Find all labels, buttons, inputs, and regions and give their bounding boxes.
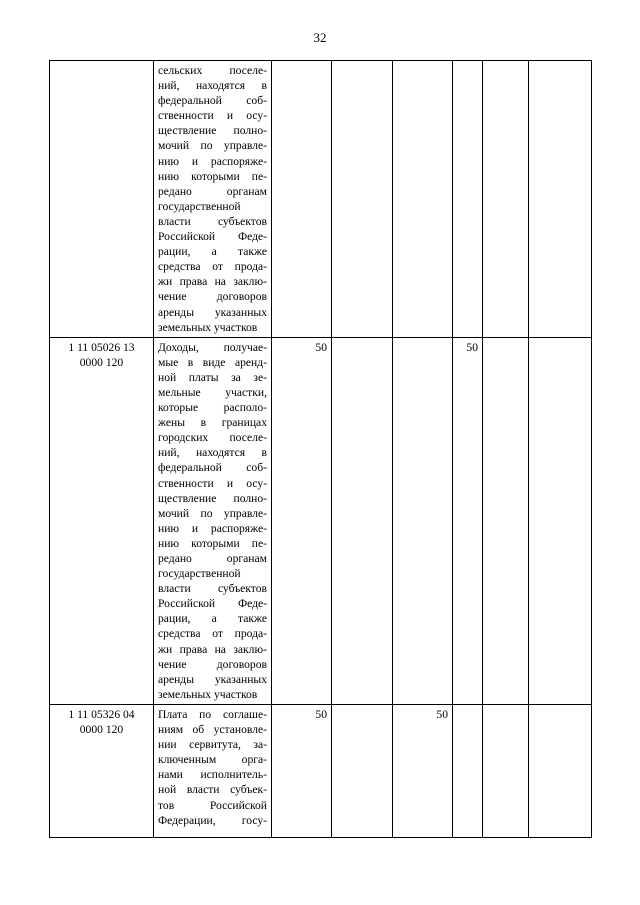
amount-cell-1 <box>272 61 332 338</box>
budget-code-line: 0000 120 <box>79 723 124 737</box>
income-name-line: нами исполнитель- <box>158 768 267 782</box>
income-name-line: рации, а также <box>158 612 267 626</box>
income-name-line: жи права на заклю- <box>158 275 267 289</box>
amount-cell-3 <box>393 337 453 704</box>
amount-cell-6 <box>529 61 592 338</box>
income-name-line: ной платы за зе- <box>158 370 267 384</box>
amount-cell-4 <box>453 61 483 338</box>
income-name-line: Доходы, получае- <box>158 340 267 354</box>
income-name-line: власти субъектов <box>158 214 267 228</box>
table-row <box>50 704 592 837</box>
income-name-line: земельных участков <box>158 320 258 334</box>
income-name-line: власти субъектов <box>158 582 267 596</box>
income-name-cell <box>154 704 272 837</box>
income-name-line: аренды указанных <box>158 672 267 686</box>
page-number: 32 <box>313 30 327 45</box>
income-name-line: ществление полно- <box>158 124 267 138</box>
income-name-line: ключенным орга- <box>158 753 267 767</box>
income-name-line: ний, находятся в <box>158 446 267 460</box>
income-name-line: мочий по управле- <box>158 506 267 520</box>
budget-code-cell <box>50 337 154 704</box>
amount-cell-1: 50 <box>272 704 332 837</box>
income-name-line: редано органам <box>158 552 267 565</box>
budget-table <box>49 60 592 838</box>
income-name-line: мочий по управле- <box>158 139 267 153</box>
budget-code-line <box>54 63 149 78</box>
amount-cell-2 <box>332 337 393 704</box>
table-row <box>50 61 592 338</box>
amount-cell-2 <box>332 61 393 338</box>
income-name-cell <box>154 337 272 704</box>
income-name-line: мельные участки, <box>158 385 267 399</box>
budget-code-line: 0000 120 <box>79 355 124 369</box>
income-name-line: земельных участков <box>158 687 258 701</box>
income-name-line: Российской Феде- <box>158 230 267 244</box>
table-row <box>50 337 592 704</box>
income-name-line: Плата по соглаше- <box>158 707 267 721</box>
income-name-line: государственной <box>158 567 241 581</box>
amount-cell-5 <box>483 61 529 338</box>
income-name-line: редано органам <box>158 184 267 198</box>
amount-cell-5 <box>483 337 529 704</box>
amount-cell-3: 50 <box>393 704 453 837</box>
income-name-line: Федерации, госу- <box>158 813 267 827</box>
income-name-line: Российской Феде- <box>158 597 267 611</box>
income-name-line: государственной <box>158 199 241 213</box>
budget-code-line: 1 11 05326 04 <box>68 707 135 721</box>
income-name-cell <box>154 61 272 338</box>
income-name-line: федеральной соб- <box>158 461 267 475</box>
budget-code-cell <box>50 704 154 837</box>
amount-cell-2 <box>332 704 393 837</box>
income-name-line: ственности и осу- <box>158 109 267 123</box>
income-name-line: ний, находятся в <box>158 79 267 93</box>
income-name-line: тов Российской <box>158 798 267 812</box>
amount-cell-3 <box>393 61 453 338</box>
income-name-line: чение договоров <box>158 657 267 671</box>
income-name-line: нию и распоряже- <box>158 154 267 168</box>
income-name-line: городских поселе- <box>158 431 267 445</box>
income-name-line: нию которыми пе- <box>158 536 267 550</box>
amount-cell-6 <box>529 337 592 704</box>
income-name-line: нию которыми пе- <box>158 169 267 183</box>
income-name-line: ной власти субъек- <box>158 783 267 797</box>
amount-cell-6 <box>529 704 592 837</box>
income-name-line: рации, а также <box>158 245 267 259</box>
budget-code-line <box>54 78 149 93</box>
income-name-line: ществление полно- <box>158 491 267 505</box>
income-name-line: аренды указанных <box>158 305 267 319</box>
amount-cell-4 <box>453 704 483 837</box>
income-name-line: жи права на заклю- <box>158 642 267 656</box>
budget-code-cell <box>50 61 154 338</box>
income-name-line: мые в виде аренд- <box>158 355 267 369</box>
income-name-line: которые располо- <box>158 401 267 415</box>
income-name-line: ственности и осу- <box>158 476 267 490</box>
amount-cell-4: 50 <box>453 337 483 704</box>
income-name-line: сельских поселе- <box>158 64 267 77</box>
income-name-line: средства от прода- <box>158 260 267 274</box>
income-name-line: федеральной соб- <box>158 94 267 108</box>
income-name-line: жены в границах <box>158 416 267 430</box>
income-name-line: ниям об установле- <box>158 723 267 737</box>
income-name-line: нии сервитута, за- <box>158 738 267 752</box>
amount-cell-1: 50 <box>272 337 332 704</box>
budget-code-line: 1 11 05026 13 <box>68 340 135 354</box>
income-name-line: нию и распоряже- <box>158 521 267 535</box>
amount-cell-5 <box>483 704 529 837</box>
income-name-line: чение договоров <box>158 290 267 304</box>
income-name-line: средства от прода- <box>158 627 267 641</box>
